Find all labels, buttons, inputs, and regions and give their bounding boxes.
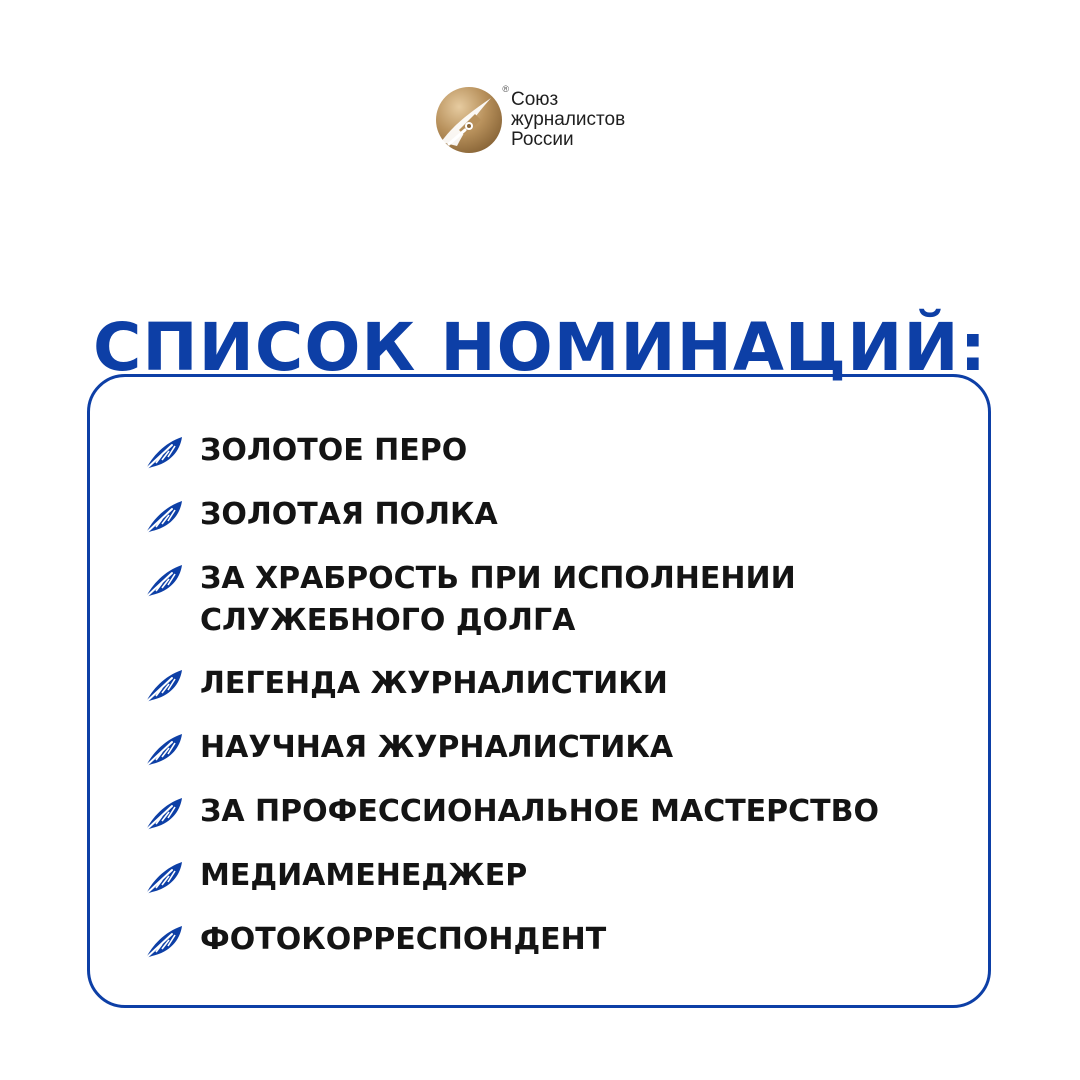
nominations-list xyxy=(142,430,962,983)
list-item xyxy=(142,855,962,898)
list-item xyxy=(142,791,962,834)
list-item xyxy=(142,663,962,706)
nominations-card xyxy=(87,374,991,1008)
logo xyxy=(435,86,625,154)
feather-icon xyxy=(142,561,186,601)
nomination-label: ЗА ХРАБРОСТЬ ПРИ ИСПОЛНЕНИИ СЛУЖЕБНОГО ДОЛГА xyxy=(200,561,796,638)
feather-icon xyxy=(142,922,186,962)
nomination-label: ФОТОКОРРЕСПОНДЕНТ xyxy=(200,922,607,957)
list-item xyxy=(142,727,962,770)
pen-nib-logo-icon xyxy=(435,84,509,154)
feather-icon xyxy=(142,794,186,834)
nomination-label: ЛЕГЕНДА ЖУРНАЛИСТИКИ xyxy=(200,666,668,701)
logo-wordmark xyxy=(511,90,625,150)
feather-icon xyxy=(142,858,186,898)
feather-icon xyxy=(142,730,186,770)
nomination-label: НАУЧНАЯ ЖУРНАЛИСТИКА xyxy=(200,730,674,765)
list-item xyxy=(142,919,962,962)
logo-line: Союз xyxy=(511,89,559,110)
logo-line: России xyxy=(511,129,574,150)
logo-line: журналистов xyxy=(511,109,626,130)
nomination-label: ЗОЛОТАЯ ПОЛКА xyxy=(200,497,498,532)
page-title: СПИСОК НОМИНАЦИЙ: xyxy=(92,309,988,387)
list-item xyxy=(142,430,962,473)
registered-mark: ® xyxy=(502,84,509,94)
nomination-label: МЕДИАМЕНЕДЖЕР xyxy=(200,858,528,893)
feather-icon xyxy=(142,497,186,537)
list-item xyxy=(142,558,962,642)
feather-icon xyxy=(142,433,186,473)
nomination-label: ЗОЛОТОЕ ПЕРО xyxy=(200,433,468,468)
list-item xyxy=(142,494,962,537)
feather-icon xyxy=(142,666,186,706)
nomination-label: ЗА ПРОФЕССИОНАЛЬНОЕ МАСТЕРСТВО xyxy=(200,794,879,829)
